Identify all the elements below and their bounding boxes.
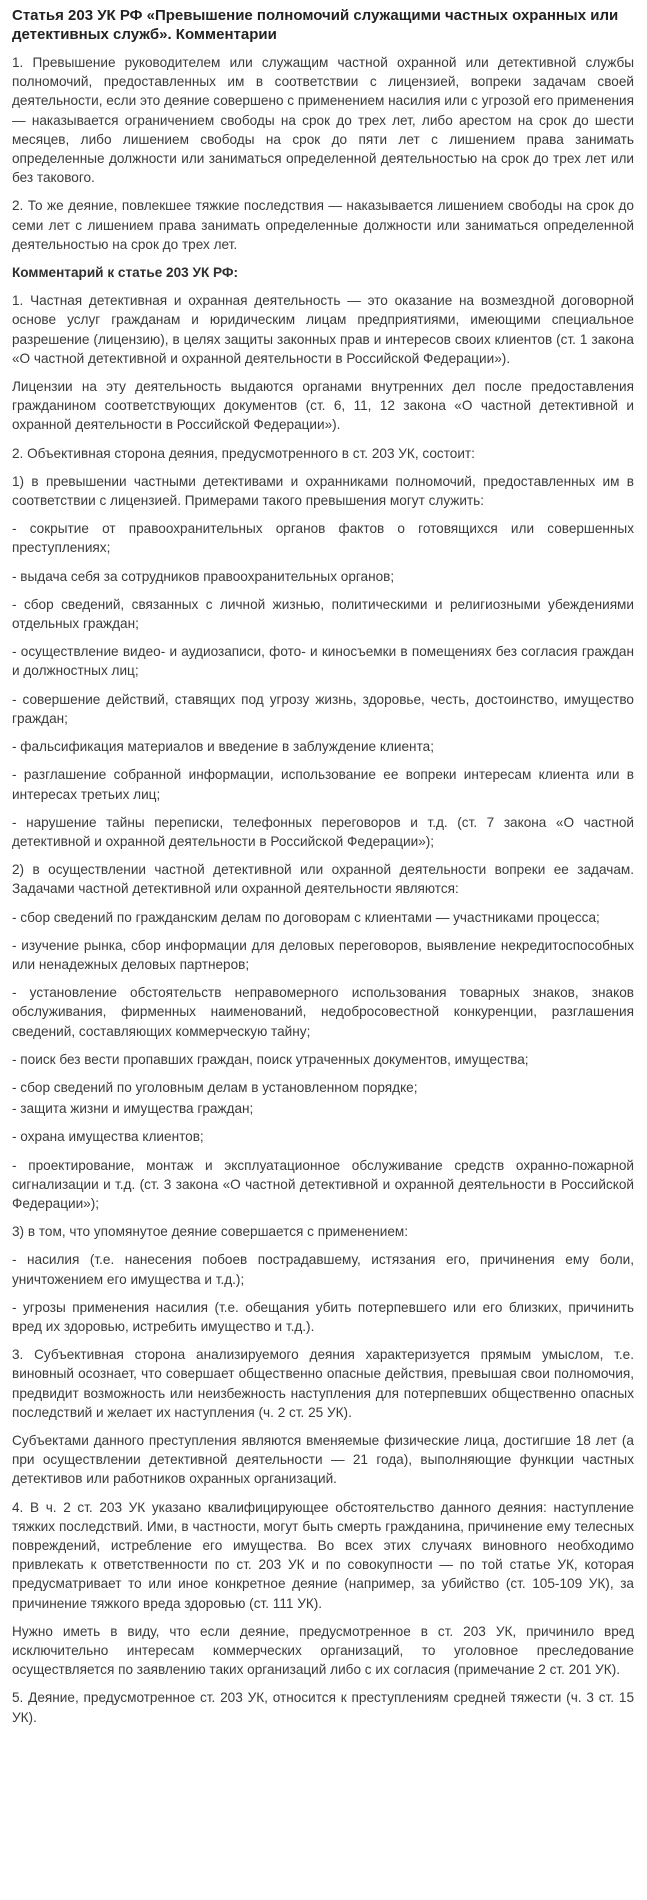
paragraph: - охрана имущества клиентов;: [12, 1129, 204, 1145]
paragraph: 3) в том, что упомянутое деяние совершается с применением:: [12, 1224, 409, 1240]
paragraph: 2) в осуществлении частной детективной или охранной деятельности вопреки ее задачам. Задачами частной детективной или охранной деятельности являются:: [12, 862, 634, 897]
paragraph: - угрозы применения насилия (т.е. обещания убить потерпевшего или его близких, причинить вред их здоровью, истребить имущество и т.д.).: [12, 1299, 634, 1334]
paragraph: 5. Деяние, предусмотренное ст. 203 УК, относится к преступлениям средней тяжести (ч. 3 ст. 15 УК).: [12, 1690, 634, 1725]
paragraph: - поиск без вести пропавших граждан, поиск утраченных документов, имущества;: [12, 1051, 529, 1067]
paragraph: - осуществление видео- и аудиозаписи, фото- и киносъемки в помещениях без согласия граждан и должностных лиц;: [12, 644, 634, 679]
paragraph: - сбор сведений, связанных с личной жизнью, политическими и религиозными убеждениями отдельных граждан;: [12, 596, 634, 632]
paragraph: 4. В ч. 2 ст. 203 УК указано квалифицирующее обстоятельство данного деяния: наступление тяжких последствий. Ими, в частности, могут быть смерть гражданина, причинение ему телесных повреждений, истребление его имущества. Во всех этих случаях виновного необходимо привлекать к ответственности по ст. 203 УК и по совокупности — по той статье УК, которая предусматривает то или иное конкретное деяние (например, за убийство (ст. 105-109 УК), за причинение тяжкого вреда здоровью (ст. 111 УК).: [12, 1499, 634, 1611]
paragraph: 1. Частная детективная и охранная деятельность — это оказание на возмездной договорной основе услуг гражданам и юридическим лицам предприятиями, имеющими специальное разрешение (лицензию), в целях защиты законных прав и интересов своих клиентов (ст. 1 закона «О частной детективной и охранной деятельности в Российской Федерации»).: [12, 293, 634, 366]
paragraph: - совершение действий, ставящих под угрозу жизнь, здоровье, честь, достоинство, имущество граждан;: [12, 691, 634, 726]
paragraph: - сбор сведений по уголовным делам в установленном порядке;: [12, 1079, 418, 1095]
paragraph: - изучение рынка, сбор информации для деловых переговоров, выявление некредитоспособных или ненадежных деловых партнеров;: [12, 937, 634, 972]
paragraph: - нарушение тайны переписки, телефонных переговоров и т.д. (ст. 7 закона «О частной детективной и охранной деятельности в Российской Федерации»);: [12, 814, 634, 849]
paragraph: - насилия (т.е. нанесения побоев пострадавшему, истязания его, причинения ему боли, уничтожением его имущества и т.д.);: [12, 1252, 634, 1287]
paragraph: 1) в превышении частными детективами и охранниками полномочий, предоставленных им в соответствии с лицензией. Примерами такого превышения могут служить:: [12, 473, 634, 509]
paragraph: - защита жизни и имущества граждан;: [12, 1101, 254, 1117]
paragraph: - выдача себя за сотрудников правоохранительных органов;: [12, 568, 395, 584]
paragraph: - установление обстоятельств неправомерного использования товарных знаков, знаков обслуживания, фирменных наименований, недобросовестной конкуренции, разглашения сведений, составляющих коммерческую тайну;: [12, 985, 634, 1039]
paragraph: 2. Объективная сторона деяния, предусмотренного в ст. 203 УК, состоит:: [12, 445, 475, 461]
document-body: [12, 53, 634, 1727]
page-title: Статья 203 УК РФ «Превышение полномочий служащими частных охранных или детективных служб». Комментарии: [12, 7, 619, 43]
paragraph: - сокрытие от правоохранительных органов фактов о готовящихся или совершенных преступлениях;: [12, 521, 634, 556]
paragraph: Субъектами данного преступления являются вменяемые физические лица, достигшие 18 лет (а при осуществлении детективной деятельности — 21 года), выполняющие функции частных детективов или работников охранных организаций.: [12, 1432, 634, 1487]
paragraph: - фальсификация материалов и введение в заблуждение клиента;: [12, 739, 434, 755]
paragraph: 1. Превышение руководителем или служащим частной охранной или детективной службы полномочий, предоставленных им в соответствии с лицензией, вопреки задачам своей деятельности, если это деяние совершено с применением насилия или с угрозой его применения — наказывается ограничением свободы на срок до трех лет, либо арестом на срок до шести месяцев, либо лишением свободы на срок до пяти лет с лишением права занимать определенные должности или заниматься определенной деятельностью на срок до трех лет или без такового.: [12, 55, 634, 186]
paragraph: 2. То же деяние, повлекшее тяжкие последствия — наказывается лишением свободы на срок до семи лет с лишением права занимать определенные должности или заниматься определенной деятельностью на срок до трех лет.: [12, 198, 634, 252]
paragraph: - сбор сведений по гражданским делам по договорам с клиентами — участниками процесса;: [12, 909, 600, 925]
paragraph: Лицензии на эту деятельность выдаются органами внутренних дел после предоставления гражданином соответствующих документов (ст. 6, 11, 12 закона «О частной детективной и охранной деятельности в Российской Федерации»).: [12, 379, 634, 433]
section-heading: Комментарий к статье 203 УК РФ:: [12, 265, 239, 281]
paragraph: Нужно иметь в виду, что если деяние, предусмотренное в ст. 203 УК, причинило вред исключительно интересам коммерческих организаций, то уголовное преследование осуществляется по заявлению таких организаций либо с их согласия (примечание 2 ст. 201 УК).: [12, 1623, 634, 1678]
paragraph: - проектирование, монтаж и эксплуатационное обслуживание средств охранно-пожарной сигнализации и т.д. (ст. 3 закона «О частной детективной и охранной деятельности в Российской Федерации»);: [12, 1157, 634, 1211]
paragraph: - разглашение собранной информации, использование ее вопреки интересам клиента или в интересах третьих лиц;: [12, 767, 634, 802]
paragraph: 3. Субъективная сторона анализируемого деяния характеризуется прямым умыслом, т.е. виновный осознает, что совершает общественно опасные действия, превышая свои полномочия, предвидит возможность или неизбежность наступления для потерпевших общественно опасных последствий и желает их наступления (ч. 2 ст. 25 УК).: [12, 1347, 634, 1420]
